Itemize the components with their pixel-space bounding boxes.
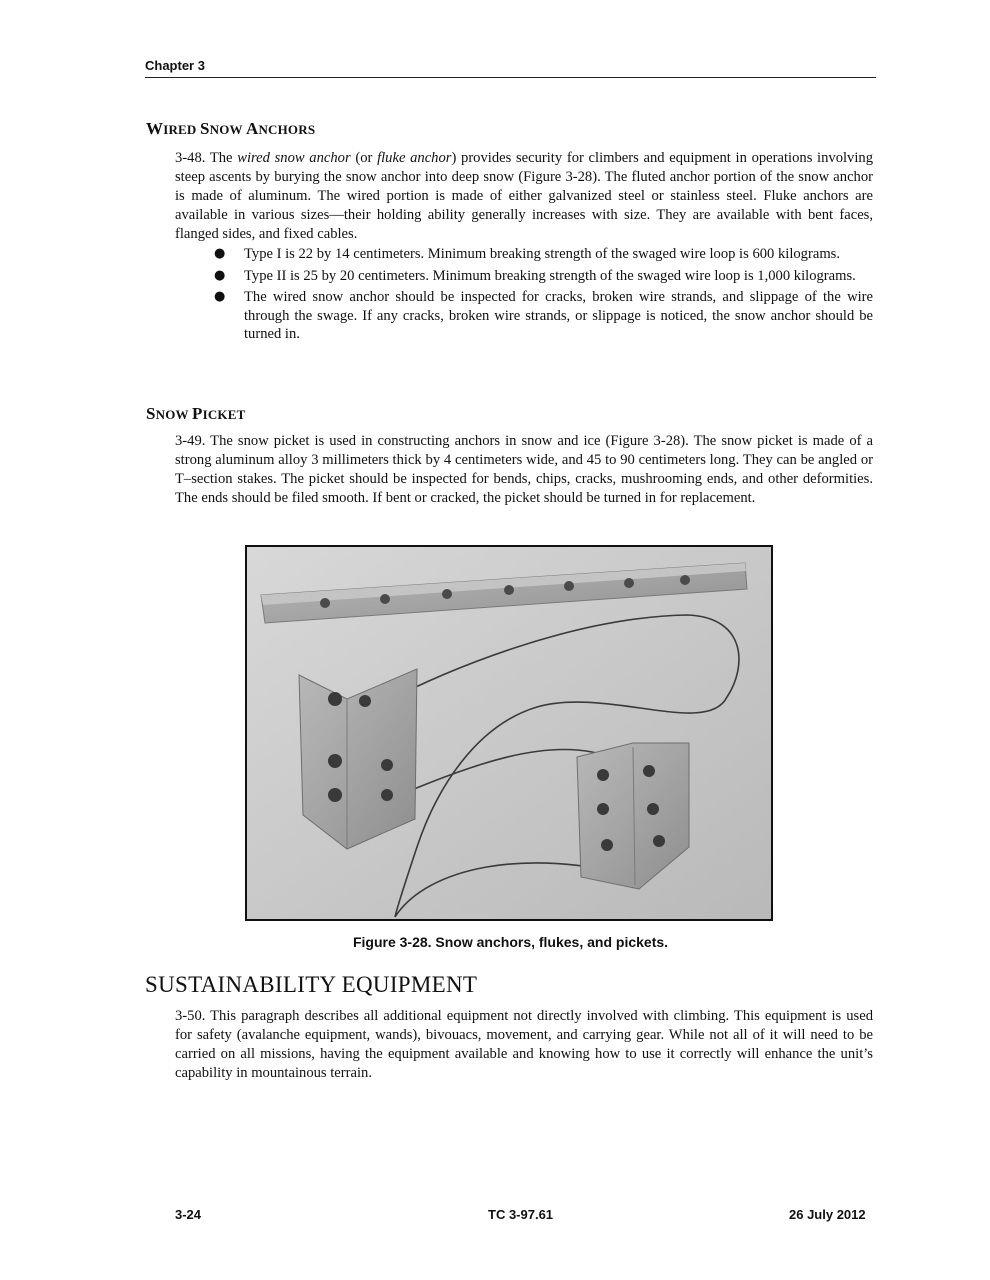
- page-number: 3-24: [175, 1207, 202, 1222]
- paragraph-3-50: 3-50. This paragraph describes all additional equipment not directly involved with climbing. This equipment is used for safety (avalanche equipment, wands), bivouacs, movement, and carrying gear. While not all of it will need to be carried on all missions, having the equipment available and knowing how to use it correctly will enhance the unit’s capability in mountainous terrain.: [175, 1008, 873, 1081]
- list-item: ● Type I is 22 by 14 centimeters. Minimum breaking strength of the swaged wire loop is 600 kilograms.: [214, 246, 840, 262]
- bullet-icon: ●: [214, 246, 226, 261]
- document-id: TC 3-97.61: [488, 1207, 554, 1222]
- paragraph-3-48: 3-48. The wired snow anchor (or fluke anchor) provides security for climbers and equipment in operations involving steep ascents by burying the snow anchor into deep snow (Figure 3-28). The fluted anchor portion of the snow anchor is made of aluminum. The wired portion is made of either galvanized steel or stainless steel. Fluke anchors are available in various sizes—their holding ability generally increases with size. They are available with bent faces, flanged sides, and fixed cables.: [175, 150, 874, 242]
- snow-anchors-photo: [247, 547, 771, 919]
- list-item: ● The wired snow anchor should be inspected for cracks, broken wire strands, and slippage of the wire through the swage. If any cracks, broken wire strands, or slippage is noticed, the snow anchor should be turned in.: [214, 289, 873, 342]
- section-heading-sustainability-equipment: SUSTAINABILITY EQUIPMENT: [145, 972, 478, 997]
- running-header: [145, 58, 876, 78]
- figure-photo-snow-anchors: [245, 545, 773, 921]
- bullet-icon: ●: [214, 289, 226, 304]
- chapter-label: Chapter 3: [145, 58, 205, 73]
- figure-caption: Figure 3-28. Snow anchors, flukes, and pickets.: [352, 934, 669, 950]
- paragraph-3-49: 3-49. The snow picket is used in constructing anchors in snow and ice (Figure 3-28). The snow picket is made of a strong aluminum alloy 3 millimeters thick by 4 centimeters wide, and 45 to 90 centimeters long. They can be angled or T–section stakes. The picket should be inspected for bends, chips, cracks, mushrooming ends, and other deformities. The ends should be filed smooth. If bent or cracked, the picket should be turned in for replacement.: [175, 433, 873, 506]
- anchor-type-list: [214, 245, 873, 347]
- list-item: ● Type II is 25 by 20 centimeters. Minimum breaking strength of the swaged wire loop is 1,000 kilograms.: [214, 267, 856, 284]
- bullet-icon: ●: [214, 267, 226, 283]
- publication-date: 26 July 2012: [789, 1207, 866, 1222]
- section-heading-snow-picket: SNOW PICKET: [146, 404, 246, 423]
- large-fluke-anchor: [299, 669, 417, 849]
- section-heading-wired-snow-anchors: WIRED SNOW ANCHORS: [146, 119, 316, 138]
